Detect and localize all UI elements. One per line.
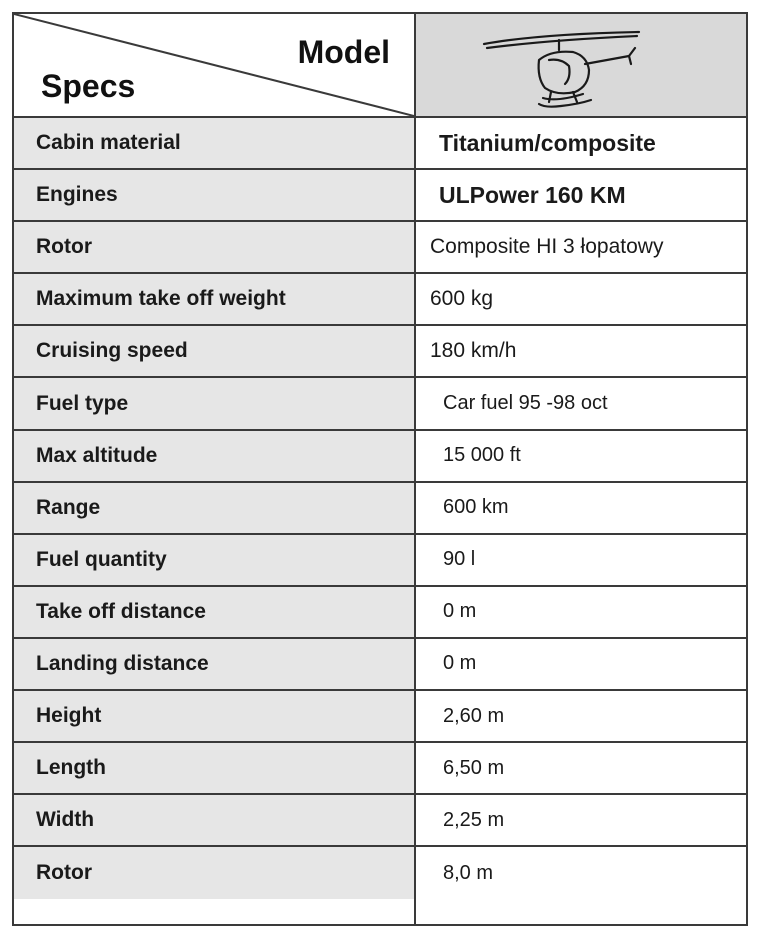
spec-label: Take off distance — [14, 587, 414, 637]
spec-value: 600 km — [443, 496, 509, 519]
table-row — [14, 326, 746, 378]
table-row — [14, 639, 746, 691]
spec-label: Cruising speed — [14, 326, 414, 376]
spec-value: Titanium/composite — [439, 129, 656, 156]
spec-value: 2,25 m — [443, 808, 505, 831]
spec-label: Maximum take off weight — [14, 274, 414, 324]
spec-label: Rotor — [14, 222, 414, 272]
spec-value: 600 kg — [430, 287, 494, 311]
table-row — [14, 118, 746, 170]
spec-value: 90 l — [443, 548, 476, 571]
spec-label: Fuel quantity — [14, 535, 414, 585]
spec-value: ULPower 160 KM — [439, 181, 626, 208]
helicopter-icon — [479, 28, 649, 118]
table-row — [14, 587, 746, 639]
table-row — [14, 431, 746, 483]
spec-label: Width — [14, 795, 414, 845]
spec-value: 0 m — [443, 652, 477, 675]
table-body — [14, 118, 746, 899]
table-row — [14, 483, 746, 535]
spec-value: Composite HI 3 łopatowy — [430, 235, 664, 259]
specs-header-label: Specs — [41, 68, 136, 104]
spec-label: Fuel type — [14, 378, 414, 428]
table-row — [14, 691, 746, 743]
specs-table — [12, 12, 748, 926]
table-row — [14, 847, 746, 899]
spec-value: 2,60 m — [443, 704, 505, 727]
spec-value: 15 000 ft — [443, 444, 521, 467]
spec-label: Height — [14, 691, 414, 741]
spec-label: Max altitude — [14, 431, 414, 481]
table-row — [14, 535, 746, 587]
model-header-label: Model — [297, 34, 390, 70]
table-row — [14, 274, 746, 326]
spec-value: 6,50 m — [443, 756, 505, 779]
header-corner-cell — [14, 14, 414, 116]
spec-label: Engines — [14, 170, 414, 220]
spec-value: 0 m — [443, 600, 477, 623]
spec-value: 8,0 m — [443, 861, 494, 884]
table-row — [14, 170, 746, 222]
spec-value: Car fuel 95 -98 oct — [443, 392, 608, 415]
spec-label: Landing distance — [14, 639, 414, 689]
table-row — [14, 378, 746, 430]
table-row — [14, 743, 746, 795]
spec-label: Range — [14, 483, 414, 533]
table-row — [14, 222, 746, 274]
spec-value: 180 km/h — [430, 339, 517, 363]
spec-label: Rotor — [14, 847, 414, 899]
table-row — [14, 795, 746, 847]
spec-label: Cabin material — [14, 118, 414, 168]
spec-label: Length — [14, 743, 414, 793]
